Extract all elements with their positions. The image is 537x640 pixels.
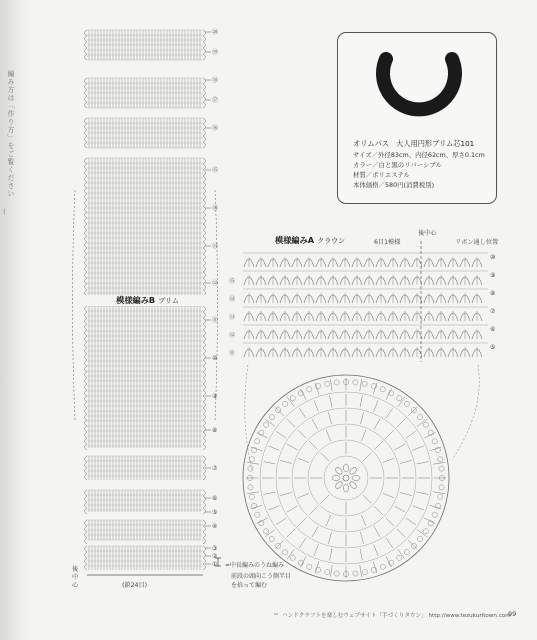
crown-radial-stitch bbox=[268, 446, 279, 451]
brim-rows bbox=[87, 490, 203, 510]
crown-edge-loop bbox=[255, 439, 260, 444]
crown-radial-stitch bbox=[374, 545, 379, 556]
crown-edge-loop bbox=[423, 529, 428, 534]
brim-edge-left bbox=[85, 118, 88, 148]
brim-edge-right bbox=[203, 306, 206, 450]
crown-row-marker: ⑥ bbox=[490, 326, 496, 333]
crown-edge-loop bbox=[259, 430, 264, 435]
crown-radial-stitch bbox=[275, 407, 284, 416]
crown-radial-stitch bbox=[330, 565, 332, 577]
crown-radial-stitch bbox=[374, 527, 380, 537]
legend-line-1: =中長編みのうね編み bbox=[225, 562, 285, 569]
crown-edge-loop bbox=[389, 560, 394, 565]
crown-radial-stitch bbox=[433, 492, 445, 494]
crown-radial-stitch bbox=[361, 515, 366, 526]
crown-edge-loop bbox=[334, 380, 339, 385]
crown-radial-stitch bbox=[275, 540, 284, 549]
brim-edge-right bbox=[203, 78, 206, 108]
product-info-box bbox=[337, 32, 497, 204]
crown-radial-stitch bbox=[408, 407, 417, 416]
crown-radial-stitch bbox=[361, 430, 366, 441]
page-number: 99 bbox=[508, 610, 517, 618]
back-center-left-label: 後中心 bbox=[72, 566, 79, 589]
crown-edge-loop bbox=[423, 422, 428, 427]
crown-radial-stitch bbox=[386, 430, 395, 439]
crown-edge-loop bbox=[307, 387, 312, 392]
crown-radial-stitch bbox=[433, 462, 445, 464]
crown-radial-stitch bbox=[386, 518, 395, 527]
crown-radial-stitch bbox=[361, 532, 364, 544]
brim-edge-right bbox=[203, 490, 206, 514]
brim-edge-left bbox=[85, 520, 88, 544]
brim-row-marker: ⑯ bbox=[212, 125, 219, 132]
crown-radial-stitch bbox=[309, 506, 318, 515]
crown-edge-loop bbox=[307, 564, 312, 569]
crown-radial-stitch bbox=[383, 493, 394, 498]
crown-edge-loop bbox=[283, 401, 288, 406]
crown-radial-stitch bbox=[276, 431, 286, 438]
crown-radial-stitch bbox=[247, 462, 259, 464]
brim-row-marker: ⑭ bbox=[212, 205, 219, 212]
brim-rows bbox=[87, 456, 203, 476]
brim-row-marker: ② bbox=[212, 553, 218, 560]
brim-stitches bbox=[89, 158, 200, 300]
back-center-label: 後中心 bbox=[418, 230, 437, 237]
brim-row-marker: ③ bbox=[212, 545, 218, 552]
brim-rows bbox=[87, 158, 203, 298]
crown-radial-stitch bbox=[397, 529, 406, 538]
crown-radial-stitch bbox=[298, 430, 307, 439]
brim-stitches bbox=[89, 546, 200, 570]
brim-rows bbox=[87, 78, 203, 108]
crown-radial-stitch bbox=[360, 396, 362, 408]
brim-edge-left bbox=[85, 546, 88, 570]
brim-rows bbox=[87, 306, 203, 446]
crown-radial-stitch bbox=[360, 565, 362, 577]
crown-radial-stitch bbox=[363, 495, 372, 504]
brim-row-marker: ⑨ bbox=[212, 393, 218, 400]
gutter-mark: ( bbox=[3, 208, 6, 216]
pattern-a-title bbox=[275, 235, 345, 246]
crown-center-petal bbox=[344, 484, 349, 492]
crown-radial-stitch bbox=[417, 530, 427, 537]
crown-left-marker: ⑭ bbox=[229, 296, 236, 303]
crown-radial-stitch bbox=[321, 453, 330, 462]
crown-edge-loop bbox=[418, 415, 423, 420]
crown-radial-stitch bbox=[383, 458, 394, 463]
crown-center-petal bbox=[349, 481, 358, 490]
crown-row-marker: ⑩ bbox=[490, 254, 496, 261]
crown-radial-stitch bbox=[417, 462, 429, 464]
crown-radial-stitch bbox=[298, 493, 309, 498]
crown-row-marker: ⑦ bbox=[490, 308, 496, 315]
pattern-b-subtitle: ブリム bbox=[158, 297, 179, 305]
crown-edge-loop bbox=[439, 466, 444, 471]
crown-radial-stitch bbox=[280, 460, 292, 463]
crown-edge-loop bbox=[389, 391, 394, 396]
brim-stitches bbox=[89, 490, 200, 512]
crown-radial-stitch bbox=[280, 493, 292, 496]
crown-radial-stitch bbox=[314, 400, 319, 411]
brim-rows bbox=[87, 30, 203, 60]
crown-radial-stitch bbox=[330, 549, 332, 561]
repeat-label: 6目1模様 bbox=[374, 239, 401, 246]
crown-edge-loop bbox=[264, 422, 269, 427]
crown-edge-loop bbox=[290, 396, 295, 401]
brim-row-marker: ⑫ bbox=[212, 280, 219, 287]
pattern-b-title bbox=[80, 295, 215, 306]
legend-line-3: を拾って編む bbox=[231, 582, 268, 589]
brim-edge-right bbox=[203, 520, 206, 544]
crown-radial-stitch bbox=[408, 540, 417, 549]
crown-radial-stitch bbox=[406, 518, 416, 525]
crown-edge-loop bbox=[362, 570, 367, 575]
crown-radial-stitch bbox=[287, 529, 296, 538]
crown-edge-loop bbox=[325, 381, 330, 386]
crown-radial-stitch bbox=[326, 515, 331, 526]
crown-row-marker: ⑤ bbox=[490, 344, 496, 351]
crown-edge-loop bbox=[353, 571, 358, 576]
crown-radial-stitch bbox=[264, 492, 276, 494]
brim-edge-left bbox=[85, 456, 88, 480]
crown-radial-stitch bbox=[417, 419, 427, 426]
brim-row-marker: ⑦ bbox=[212, 465, 218, 472]
crown-radial-stitch bbox=[287, 397, 294, 407]
crown-center-petal bbox=[344, 464, 349, 472]
ribbon-position-label: リボン通し位置 bbox=[455, 239, 499, 246]
crown-radial-stitch bbox=[299, 538, 306, 548]
crown-radial-stitch bbox=[363, 453, 372, 462]
crown-radial-stitch bbox=[265, 530, 275, 537]
crown-radial-stitch bbox=[413, 506, 424, 511]
crown-radial-stitch bbox=[287, 549, 294, 559]
brim-stitches bbox=[89, 456, 200, 480]
crown-radial-stitch bbox=[374, 506, 383, 515]
crown-radial-stitch bbox=[406, 431, 416, 438]
brim-row-marker: ④ bbox=[212, 523, 218, 530]
crown-center bbox=[343, 475, 349, 481]
brim-ring-icon bbox=[374, 45, 464, 135]
crown-radial-stitch bbox=[264, 462, 276, 464]
crown-edge-loop bbox=[380, 387, 385, 392]
crown-edge-loop bbox=[362, 381, 367, 386]
crown-edge-loop bbox=[298, 560, 303, 565]
crown-radial-stitch bbox=[276, 518, 286, 525]
crown-edge-loop bbox=[264, 529, 269, 534]
crown-radial-stitch bbox=[321, 495, 330, 504]
crown-edge-loop bbox=[438, 457, 443, 462]
crown-edge-loop bbox=[269, 536, 274, 541]
crown-row-marker: ⑨ bbox=[490, 272, 496, 279]
crown-radial-stitch bbox=[398, 549, 405, 559]
crown-radial-stitch bbox=[386, 408, 393, 418]
crown-radial-stitch bbox=[314, 545, 319, 556]
crown-left-marker: ⑮ bbox=[229, 278, 236, 285]
crown-radial-stitch bbox=[386, 538, 393, 548]
crown-edge-loop bbox=[353, 380, 358, 385]
crown-edge-loop bbox=[380, 564, 385, 569]
crown-center-petal bbox=[352, 476, 360, 481]
crown-center-petal bbox=[349, 466, 358, 475]
crown-radial-stitch bbox=[395, 506, 405, 512]
crown-radial-stitch bbox=[287, 419, 296, 428]
gutter-side-text: 編み方は「作り方」をご覧ください bbox=[7, 70, 15, 198]
crown-edge-loop bbox=[255, 512, 260, 517]
crown-edge-loop bbox=[269, 415, 274, 420]
crown-radial-stitch bbox=[247, 492, 259, 494]
crown-radial-stitch bbox=[400, 493, 412, 496]
crown-radial-stitch bbox=[328, 532, 331, 544]
crown-edge-loop bbox=[432, 512, 437, 517]
crown-edge-loop bbox=[404, 401, 409, 406]
brim-row-marker: ⑳ bbox=[212, 29, 219, 36]
crown-edge-loop bbox=[428, 521, 433, 526]
brim-stitches bbox=[89, 306, 200, 448]
brim-edge-right bbox=[203, 118, 206, 148]
brim-row-marker: ⑪ bbox=[212, 317, 219, 324]
pattern-a-title-text: 模様編みA bbox=[275, 235, 315, 245]
crown-radial-stitch bbox=[395, 444, 405, 450]
spec-color: カラー／白と黒のリバーシブル bbox=[353, 161, 442, 169]
chain-count-label: (鎖24目) bbox=[122, 582, 148, 589]
crown-radial-stitch bbox=[299, 408, 306, 418]
crown-edge-loop bbox=[283, 550, 288, 555]
crown-radial-stitch bbox=[400, 460, 412, 463]
crown-edge-loop bbox=[438, 494, 443, 499]
brim-edge-left bbox=[85, 490, 88, 514]
crown-radial-stitch bbox=[309, 441, 318, 450]
brim-row-marker: ⑥ bbox=[212, 495, 218, 502]
brim-edge-right bbox=[203, 30, 206, 60]
crown-radial-stitch bbox=[398, 397, 405, 407]
crown-radial-stitch bbox=[312, 527, 318, 537]
crown-row-marker: ⑧ bbox=[490, 290, 496, 297]
crown-edge-loop bbox=[249, 494, 254, 499]
crown-radial-stitch bbox=[326, 430, 331, 441]
brim-edge-right bbox=[203, 158, 206, 302]
crown-radial-stitch bbox=[397, 419, 406, 428]
crown-radial-stitch bbox=[268, 506, 279, 511]
crown-edge-loop bbox=[259, 521, 264, 526]
crown-radial-stitch bbox=[374, 419, 380, 429]
brim-rows bbox=[87, 546, 203, 566]
crown-radial-stitch bbox=[312, 419, 318, 429]
spec-price: 本体価格／580円(消費税別) bbox=[353, 181, 435, 189]
crown-edge-loop bbox=[290, 555, 295, 560]
crown-radial-stitch bbox=[298, 458, 309, 463]
crown-left-marker: ⑬ bbox=[229, 314, 236, 321]
brim-row-marker: ① bbox=[212, 561, 218, 568]
crown-edge-loop bbox=[298, 391, 303, 396]
crown-center-petal bbox=[334, 481, 343, 490]
crown-radial-stitch bbox=[330, 396, 332, 408]
pattern-a-subtitle: クラウン bbox=[317, 237, 346, 245]
brim-edge-left bbox=[85, 306, 88, 450]
crown-edge-loop bbox=[397, 396, 402, 401]
crown-radial-stitch bbox=[287, 506, 297, 512]
crown-radial-stitch bbox=[298, 518, 307, 527]
brim-row-marker: ⑰ bbox=[212, 97, 219, 104]
crown-left-marker: ⑪ bbox=[229, 350, 236, 357]
crown-radial-stitch bbox=[361, 412, 364, 424]
brim-row-marker: ⑩ bbox=[212, 355, 218, 362]
brim-row-marker: ⑬ bbox=[212, 243, 219, 250]
crown-edge-loop bbox=[432, 439, 437, 444]
footer-website: ハンドクラフトを楽しむウェブサイト「手づくりタウン」 http://www.tezukuritown.com bbox=[282, 613, 511, 619]
spec-material: 材質／ポリエステル bbox=[353, 171, 410, 179]
brim-row-marker: ⑲ bbox=[212, 49, 219, 56]
brim-row-marker: ⑮ bbox=[212, 167, 219, 174]
crown-radial-stitch bbox=[330, 379, 332, 391]
crown-edge-loop bbox=[418, 536, 423, 541]
brim-row-marker: ⑤ bbox=[212, 509, 218, 516]
brim-edge-left bbox=[85, 78, 88, 108]
product-name: オリムパス 大人用円形ブリム芯101 bbox=[353, 139, 475, 148]
crown-edge-loop bbox=[248, 466, 253, 471]
brim-row-marker: ⑧ bbox=[212, 427, 218, 434]
crown-center-petal bbox=[332, 476, 340, 481]
brim-edge-right bbox=[203, 546, 206, 570]
brim-rows bbox=[87, 118, 203, 148]
crown-radial-stitch bbox=[360, 549, 362, 561]
brim-row-marker: ⑱ bbox=[212, 77, 219, 84]
crown-center-petal bbox=[334, 466, 343, 475]
crown-edge-loop bbox=[439, 485, 444, 490]
crown-radial-stitch bbox=[417, 492, 429, 494]
legend-line-2: 前段の頭向こう側半目 bbox=[231, 573, 292, 580]
crown-edge-loop bbox=[334, 571, 339, 576]
crown-edge-loop bbox=[248, 485, 253, 490]
crown-edge-loop bbox=[404, 550, 409, 555]
crown-edge-loop bbox=[428, 430, 433, 435]
crown-edge-loop bbox=[397, 555, 402, 560]
crown-radial-stitch bbox=[413, 446, 424, 451]
pattern-b-title-text: 模様編みB bbox=[116, 295, 156, 305]
spec-size: サイズ／外径83cm、内径62cm、厚さ0.1cm bbox=[353, 151, 485, 159]
crown-radial-stitch bbox=[265, 419, 275, 426]
crown-edge-loop bbox=[325, 570, 330, 575]
crown-radial-stitch bbox=[287, 444, 297, 450]
crown-circle-ring bbox=[324, 456, 368, 500]
crown-radial-stitch bbox=[374, 441, 383, 450]
brim-rows bbox=[87, 520, 203, 540]
crown-left-marker: ⑫ bbox=[229, 332, 236, 339]
crown-radial-stitch bbox=[374, 400, 379, 411]
brim-edge-left bbox=[85, 158, 88, 302]
crown-radial-stitch bbox=[328, 412, 331, 424]
brim-edge-left bbox=[85, 30, 88, 60]
crown-radial-stitch bbox=[360, 379, 362, 391]
